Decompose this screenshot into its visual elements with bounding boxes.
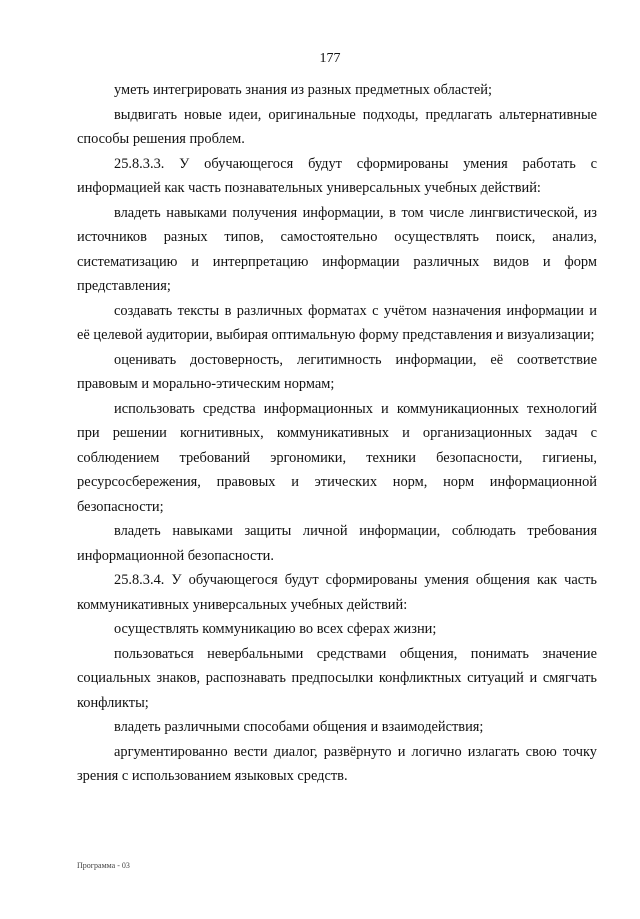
paragraph: владеть навыками защиты личной информации, соблюдать требования информационной безопасности. <box>77 523 597 564</box>
section-heading-paragraph: 25.8.3.4. У обучающегося будут сформированы умения общения как часть коммуникативных универсальных учебных действий: <box>77 572 597 613</box>
paragraph: владеть различными способами общения и взаимодействия; <box>114 719 484 735</box>
document-body <box>77 78 597 789</box>
page-footer: Программа - 03 <box>77 861 130 870</box>
section-heading-paragraph: 25.8.3.3. У обучающегося будут сформированы умения работать с информацией как часть познавательных универсальных учебных действий: <box>77 155 597 196</box>
paragraph: уметь интегрировать знания из разных предметных областей; <box>114 82 492 98</box>
paragraph: создавать тексты в различных форматах с учётом назначения информации и её целевой аудитории, выбирая оптимальную форму представления и визуализации; <box>77 302 597 343</box>
paragraph: аргументированно вести диалог, развёрнуто и логично излагать свою точку зрения с использованием языковых средств. <box>77 743 597 784</box>
paragraph: осуществлять коммуникацию во всех сферах жизни; <box>114 621 437 637</box>
paragraph: использовать средства информационных и коммуникационных технологий при решении когнитивных, коммуникативных и организационных задач с соблюдением требований эргономики, техники безопасности, гигиены, ресурсосбережения, правовых и этических норм, норм информационной безопасности; <box>77 400 597 515</box>
paragraph: пользоваться невербальными средствами общения, понимать значение социальных знаков, распознавать предпосылки конфликтных ситуаций и смягчать конфликты; <box>77 645 597 711</box>
paragraph: оценивать достоверность, легитимность информации, её соответствие правовым и морально-этическим нормам; <box>77 351 597 392</box>
paragraph: выдвигать новые идеи, оригинальные подходы, предлагать альтернативные способы решения проблем. <box>77 106 597 147</box>
paragraph: владеть навыками получения информации, в том числе лингвистической, из источников разных типов, самостоятельно осуществлять поиск, анализ, систематизацию и интерпретацию информации различных видов и форм представления; <box>77 204 597 294</box>
page-number: 177 <box>319 51 341 66</box>
